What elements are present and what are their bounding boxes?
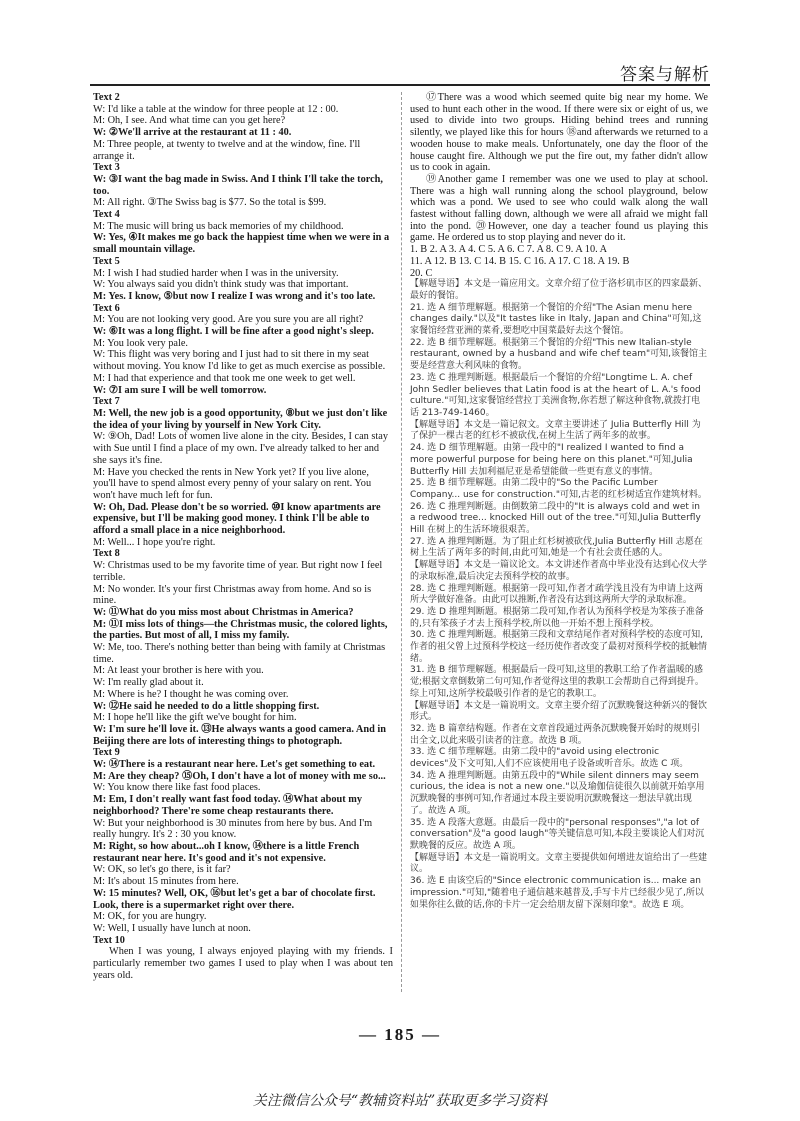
left-column <box>93 92 393 981</box>
explanation-paragraph: 27. 选 A 推理判断题。为了阻止红杉树被砍伐,Julia Butterfly Hill 志愿在树上生活了两年多的时间,由此可知,她是一个有社会责任感的人。 <box>410 536 703 559</box>
section-heading: Text 4 <box>93 209 120 221</box>
dialogue-line: M: ⑪I miss lots of things—the Christmas music, the colored lights, the parties. But most of all, I miss my family. <box>93 618 388 642</box>
explanation-paragraph: 28. 选 C 推理判断题。根据第一段可知,作者才疏学浅且没有为申请上这两所大学做好准备。由此可以推断,作者没有达到这两所大学的录取标准。 <box>410 583 704 606</box>
section-heading: Text 2 <box>93 92 120 103</box>
dialogue-line: 11. A 12. B 13. C 14. B 15. C 16. A 17. C 18. A 19. B <box>410 255 630 267</box>
explanation-paragraph: 【解题导语】本文是一篇记叙文。文章主要讲述了 Julia Butterfly Hill 为了保护一棵古老的红杉不被砍伐,在树上生活了两年多的故事。 <box>410 419 701 442</box>
dialogue-line: M: Right, so how about...oh I know, ⑭there is a little French restaurant near here. It's good and it's not expensive. <box>93 841 360 864</box>
dialogue-line: M: I wish I had studied harder when I was in the university. <box>93 267 339 279</box>
explanation-paragraph: 24. 选 D 细节理解题。由第一段中的"I realized I wanted to find a more powerful purpose for being here on this planet."可知,Julia Butterfly Hill 去加利福尼亚是希望能做一些更有意义的事情。 <box>410 443 693 477</box>
dialogue-line: W: Well, I usually have lunch at noon. <box>93 922 251 934</box>
explanation-paragraph: 33. 选 C 细节理解题。由第二段中的"avoid using electronic devices"及下文可知,人们不应该使用电子设备或听音乐。故选 C 项。 <box>410 747 689 770</box>
header-title: 答案与解析 <box>620 65 710 85</box>
dialogue-line: W: ⑪What do you miss most about Christmas in America? <box>93 606 354 618</box>
dialogue-line: W: You always said you didn't think study was that important. <box>93 279 349 291</box>
dialogue-line: W: This flight was very boring and I just had to sit there in my seat without moving. You know I'd like to get as much exercise as possible. <box>93 349 386 373</box>
dialogue-line: M: No wonder. It's your first Christmas away from home. And so is mine. <box>93 583 372 607</box>
explanation-paragraph: 【解题导语】本文是一篇说明文。文章主要提供如何增进友谊给出了一些建议。 <box>410 852 708 875</box>
dialogue-line: M: Yes. I know, ⑤but now I realize I was wrong and it's too late. <box>93 290 376 302</box>
dialogue-line: W: You know there like fast food places. <box>93 782 261 794</box>
dialogue-line: M: Well, the new job is a good opportunity, ⑧but we just don't like the idea of your living by yourself in New York City. <box>93 407 388 431</box>
section-heading: Text 3 <box>93 162 120 174</box>
explanation-paragraph: 32. 选 B 篇章结构题。作者在文章首段通过两条沉默晚餐开始时的规则引出全文,以此来吸引读者的注意。故选 B 项。 <box>410 723 701 746</box>
dialogue-line: W: OK, so let's go there, is it far? <box>93 864 231 876</box>
dialogue-line: W: But your neighborhood is 30 minutes from here by bus. And I'm really hungry. It's 2 : 30 you know. <box>93 817 373 841</box>
dialogue-line: W: Christmas used to be my favorite time of year. But right now I feel terrible. <box>93 560 383 583</box>
dialogue-line: M: You look very pale. <box>93 337 188 349</box>
dialogue-line: M: I hope he'll like the gift we've bought for him. <box>93 712 297 724</box>
explanation-paragraph: 36. 选 E 由该空后的"Since electronic communication is... make an impression."可知,"随着电子通信越来越普及,手写卡片已经很少见了,所以如果你往么做的话,你的卡片一定会给朋友留下深刻印象"。故选 E 项。 <box>410 876 704 910</box>
page-number: — 185 — <box>359 1025 441 1044</box>
explanation-paragraph: 30. 选 C 推理判断题。根据第三段和文章结尾作者对预科学校的态度可知,作者的祖父曾上过预科学校这一经历使作者改变了最初对预科学校的抵触情绪。 <box>410 630 708 664</box>
right-column <box>410 92 708 911</box>
column-divider <box>401 92 402 992</box>
dialogue-line: W: I'd like a table at the window for three people at 12 : 00. <box>93 103 339 115</box>
dialogue-line: W: ⑥It was a long flight. I will be fine after a good night's sleep. <box>93 326 374 338</box>
page-header <box>90 56 710 86</box>
explanation-paragraph: 34. 选 A 推理判断题。由第五段中的"While silent dinners may seem curious, the idea is not a new one."以及瑜伽信徒很久以前就开始享用沉默晚餐的事例可知,作者通过本段主要说明沉默晚餐这一想法早就出现了。故选 A 项。 <box>410 770 705 816</box>
dialogue-line: 1. B 2. A 3. A 4. C 5. A 6. C 7. A 8. C 9. A 10. A <box>410 244 608 256</box>
explanation-paragraph: 23. 选 C 推理判断题。根据最后一个餐馆的介绍"Longtime L. A. chef John Sedler believes that Latin food is at the heart of L. A.'s food culture."可知,这家餐馆经营拉丁美洲食物,你若想了解这种食物,就拨打电话 213-749-1460。 <box>410 372 701 418</box>
dialogue-line: W: Me, too. There's nothing better than being with family at Christmas time. <box>93 642 386 665</box>
dialogue-line: W: ⑦I am sure I will be well tomorrow. <box>93 384 267 396</box>
dialogue-line: M: Em, I don't really want fast food today. ⑭What about my neighborhood? There're some cheap restaurants there. <box>93 794 362 817</box>
explanation-paragraph: 【解题导语】本文是一篇议论文。本文讲述作者高中毕业没有达到心仪大学的录取标准,最后决定去预科学校的故事。 <box>410 560 708 582</box>
section-heading: Text 10 <box>93 934 125 946</box>
explanation-paragraph: 26. 选 C 推理判断题。由倒数第二段中的"It is always cold and wet in a redwood tree... knocked Hill out of the tree."可知,Julia Butterfly Hill 在树上的生活环境很艰苦。 <box>410 501 701 536</box>
explanation-paragraph: 【解题导语】本文是一篇应用文。文章介绍了位于洛杉矶市区的四家最新、最好的餐馆。 <box>410 279 708 301</box>
explanation-paragraph: 31. 选 B 细节理解题。根据最后一段可知,这里的教职工给了作者温暖的感觉;根据文章倒数第二句可知,作者觉得这里的教职工会帮助自己得到提升。综上可知,这所学校最吸引作者的是它的教职工。 <box>410 665 704 699</box>
dialogue-line: W: I'm sure he'll love it. ⑬He always wants a good camera. And in Beijing there are lots of interesting things to photograph. <box>93 723 386 747</box>
section-heading: Text 8 <box>93 548 120 560</box>
dialogue-line: M: Where is he? I thought he was coming over. <box>93 688 289 700</box>
dialogue-line: M: Are they cheap? ⑮Oh, I don't have a lot of money with me so... <box>93 770 386 782</box>
dialogue-line: W: ②We'll arrive at the restaurant at 11 : 40. <box>93 127 292 139</box>
header-rule <box>90 84 710 86</box>
dialogue-line: W: 15 minutes? Well, OK, ⑯but let's get a bar of chocolate first. Look, there is a supermarket right over there. <box>93 887 376 911</box>
dialogue-line: W: Yes, ④It makes me go back the happiest time when we were in a small mountain village. <box>93 232 390 256</box>
explanation-paragraph: 29. 选 D 推理判断题。根据第二段可知,作者认为预科学校是为笨孩子准备的,只有笨孩子才去上预科学校,所以他一开始不想上预科学校。 <box>410 606 704 629</box>
dialogue-line: M: You are not looking very good. Are you sure you are all right? <box>93 314 364 326</box>
explanation-paragraph: 【解题导语】本文是一篇说明文。文章主要介绍了沉默晚餐这种新兴的餐饮形式。 <box>410 700 708 723</box>
dialogue-line: M: I had that experience and that took me one week to get well. <box>93 372 356 384</box>
passage-paragraph: When I was young, I always enjoyed playing with my friends. I particularly remember two games I used to play when I was about ten years old. <box>93 946 393 981</box>
dialogue-line: W: Oh, Dad. Please don't be so worried. ⑩I know apartments are expensive, but I'll be making good money. I think I'll be able to afford a small place in a nice neighborhood. <box>93 501 381 537</box>
explanation-paragraph: 21. 选 A 细节理解题。根据第一个餐馆的介绍"The Asian menu here changes daily."以及"It tastes like in Italy, Japan and China"可知,这家餐馆经营亚洲的菜肴,要想吃中国菜最好去这个餐馆。 <box>410 302 702 337</box>
explanation-paragraph: 35. 选 A 段落大意题。由最后一段中的"personal responses","a lot of conversation"及"a good laugh"等关键信息可知,本段主要谈论人们对沉默晚餐的反应。故选 A 项。 <box>410 817 705 851</box>
dialogue-line: 20. C <box>410 267 433 279</box>
dialogue-line: W: ⑫He said he needed to do a little shopping first. <box>93 700 320 712</box>
dialogue-line: W: ⑨Oh, Dad! Lots of women live alone in the city. Besides, I can stay with Sue until I find a place of my own. I've already talked to her and she says it's fine. <box>93 431 388 466</box>
dialogue-line: W: ⑭There is a restaurant near here. Let's get something to eat. <box>93 759 376 771</box>
dialogue-line: W: I'm really glad about it. <box>93 677 204 689</box>
section-heading: Text 6 <box>93 302 120 314</box>
dialogue-line: M: The music will bring us back memories of my childhood. <box>93 220 344 232</box>
dialogue-line: M: It's about 15 minutes from here. <box>93 876 239 888</box>
section-heading: Text 5 <box>93 255 120 267</box>
section-heading: Text 9 <box>93 747 120 759</box>
section-heading: Text 7 <box>93 396 120 408</box>
explanation-paragraph: 25. 选 B 细节理解题。由第二段中的"So the Pacific Lumber Company... use for construction."可知,古老的红杉树适宜作建筑材料。 <box>410 478 707 500</box>
dialogue-line: M: OK, for you are hungry. <box>93 911 207 923</box>
dialogue-line: M: At least your brother is here with you. <box>93 665 264 677</box>
dialogue-line: M: Well... I hope you're right. <box>93 536 216 548</box>
dialogue-line: M: Oh, I see. And what time can you get here? <box>93 115 286 127</box>
dialogue-line: W: ③I want the bag made in Swiss. And I think I'll take the torch, too. <box>93 173 383 197</box>
dialogue-line: M: All right. ③The Swiss bag is $77. So the total is $99. <box>93 197 327 209</box>
explanation-paragraph: 22. 选 B 细节理解题。根据第三个餐馆的介绍"This new Italian-style restaurant, owned by a husband and wife chef team"可知,该餐馆主要是经营意大利风味的食物。 <box>410 337 707 372</box>
dialogue-line: M: Three people, at twenty to twelve and at the window, fine. I'll arrange it. <box>93 138 361 162</box>
passage-paragraph: ⑰There was a wood which seemed quite big near my home. We used to hunt each other in the wood. If there were six or eight of us, we used to divide into two groups. Hiding behind trees and running silently, we played like this for hours ⑱and afterwards we returned to a wooden house to make meals. Unfortunately, one day the floor of the house caught fire. Although we put the fire out, my father didn't allow us to cook in again. <box>410 92 708 174</box>
footer-note: 关注微信公众号“教辅资料站”获取更多学习资料 <box>252 1093 548 1109</box>
dialogue-line: M: Have you checked the rents in New York yet? If you live alone, you'll have to spend almost every penny of your salary on rent. You won't have much left for fun. <box>93 466 372 501</box>
passage-paragraph: ⑲Another game I remember was one we used to play at school. There was a high wall running along the school playground, below which was a pond. We used to see who could walk along the wall fastest without falling down, although we were all afraid we might fall into the pond. ⑳However, one day a teacher found us playing this game. He ordered us to stop playing and never do it. <box>410 173 708 244</box>
